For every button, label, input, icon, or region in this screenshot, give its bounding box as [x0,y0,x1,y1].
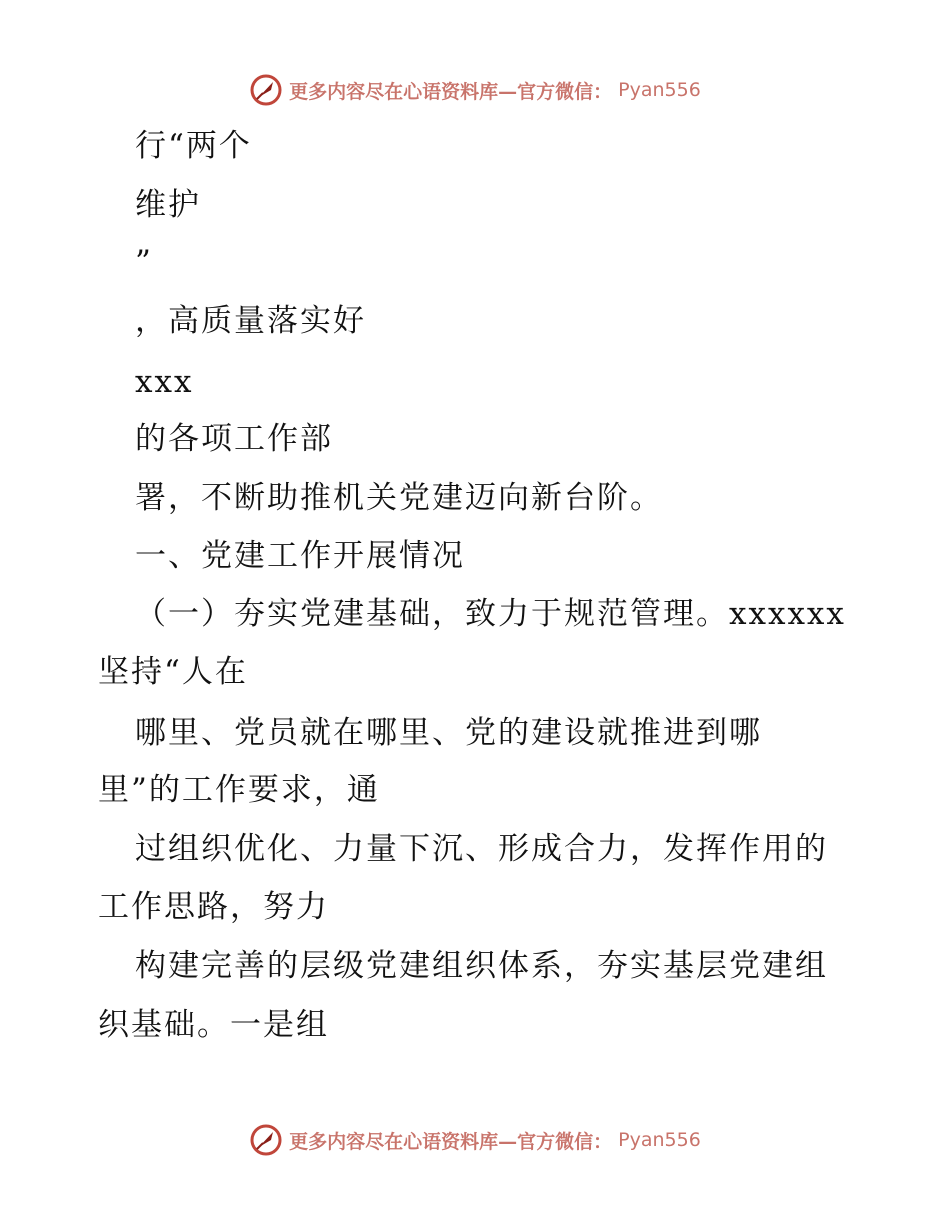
text-line: 工作思路，努力 [98,889,329,925]
text-line: 的各项工作部 [135,421,333,457]
text-line: 行“两个 [135,128,252,164]
header-watermark [0,70,950,110]
text-line: （一）夯实党建基础，致力于规范管理。xxxxxx [135,596,846,632]
text-line: 里”的工作要求，通 [98,772,380,808]
text-line: xxx [135,364,194,400]
text-line: ” [135,244,153,280]
text-line: 过组织优化、力量下沉、形成合力，发挥作用的 [135,831,828,867]
text-line: 构建完善的层级党建组织体系，夯实基层党建组 [135,948,828,984]
section-heading: 一、党建工作开展情况 [135,538,465,574]
text-line: 署，不断助推机关党建迈向新台阶。 [135,480,663,516]
footer-watermark [0,1120,950,1160]
watermark-text: 更多内容尽在心语资料库—官方微信： [289,80,613,103]
watermark-wechat-id: Pyan556 [618,1129,701,1151]
quill-logo-icon [249,1123,283,1157]
watermark-text: 更多内容尽在心语资料库—官方微信： [289,1130,613,1153]
text-line: 哪里、党员就在哪里、党的建设就推进到哪 [135,715,762,751]
watermark-wechat-id: Pyan556 [618,79,701,101]
text-line: 织基础。一是组 [98,1007,329,1043]
text-line: 坚持“人在 [98,654,248,690]
text-line: ，高质量落实好 [135,303,366,339]
quill-logo-icon [249,73,283,107]
text-line: 维护 [135,187,201,223]
